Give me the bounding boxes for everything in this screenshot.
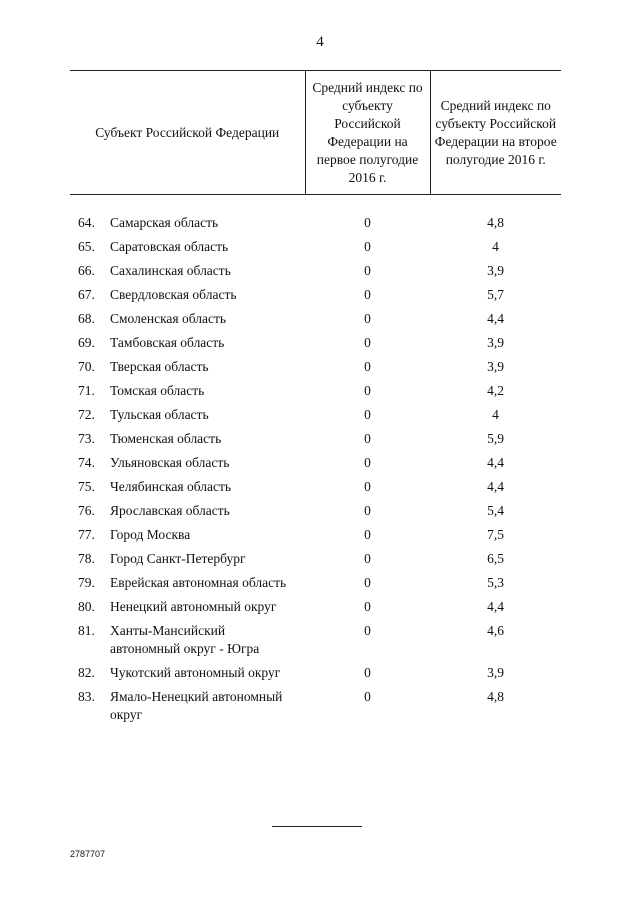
row-number: 68. — [78, 311, 95, 326]
table-row — [70, 595, 561, 619]
table-row — [70, 661, 561, 685]
subject-cell — [70, 685, 305, 727]
subject-cell — [70, 235, 305, 259]
table-row — [70, 331, 561, 355]
subject-cell — [70, 475, 305, 499]
first-half-index-value: 0 — [364, 599, 371, 614]
subject-cell — [70, 451, 305, 475]
first-half-index-value: 0 — [364, 503, 371, 518]
table-row — [70, 307, 561, 331]
subject-name: Свердловская область — [110, 287, 237, 302]
first-half-index-value: 0 — [364, 551, 371, 566]
table-header-row — [70, 71, 561, 195]
table-row — [70, 427, 561, 451]
subject-cell — [70, 307, 305, 331]
footer-divider — [272, 826, 362, 827]
second-half-index-value: 4,8 — [487, 215, 504, 230]
first-half-index-value: 0 — [364, 359, 371, 374]
row-number: 79. — [78, 575, 95, 590]
subject-cell — [70, 403, 305, 427]
row-number: 82. — [78, 665, 95, 680]
first-half-index-value: 0 — [364, 335, 371, 350]
table-spacer — [70, 195, 561, 212]
second-half-index-value: 4 — [492, 239, 499, 254]
second-half-index-value: 4,6 — [487, 623, 504, 638]
table-row — [70, 379, 561, 403]
subject-cell — [70, 499, 305, 523]
first-half-index-value: 0 — [364, 689, 371, 704]
table-row — [70, 355, 561, 379]
subject-cell — [70, 331, 305, 355]
table-row — [70, 619, 561, 661]
table-row — [70, 235, 561, 259]
table-row — [70, 499, 561, 523]
row-number: 80. — [78, 599, 95, 614]
table-row — [70, 547, 561, 571]
second-half-index-value: 5,3 — [487, 575, 504, 590]
table-row — [70, 523, 561, 547]
subject-name: Сахалинская область — [110, 263, 231, 278]
subject-cell — [70, 283, 305, 307]
subject-name: Саратовская область — [110, 239, 229, 254]
first-half-index-value: 0 — [364, 431, 371, 446]
second-half-index-value: 5,4 — [487, 503, 504, 518]
first-half-index-value: 0 — [364, 575, 371, 590]
second-half-index-value: 4 — [492, 407, 499, 422]
first-half-index-value: 0 — [364, 527, 371, 542]
row-number: 78. — [78, 551, 95, 566]
first-half-index-value: 0 — [364, 455, 371, 470]
row-number: 72. — [78, 407, 95, 422]
row-number: 66. — [78, 263, 95, 278]
first-half-index-value: 0 — [364, 239, 371, 254]
header-second-half-index: Средний индекс по субъекту Российской Федерации на второе полугодие 2016 г. — [430, 71, 561, 195]
row-number: 65. — [78, 239, 95, 254]
first-half-index-value: 0 — [364, 287, 371, 302]
subject-cell — [70, 661, 305, 685]
second-half-index-value: 4,4 — [487, 455, 504, 470]
first-half-index-value: 0 — [364, 479, 371, 494]
second-half-index-value: 3,9 — [487, 263, 504, 278]
subject-cell — [70, 547, 305, 571]
subject-name: Ненецкий автономный округ — [110, 599, 277, 614]
subject-name: Самарская область — [110, 215, 219, 230]
row-number: 81. — [78, 623, 95, 638]
second-half-index-value: 4,4 — [487, 311, 504, 326]
row-number: 69. — [78, 335, 95, 350]
subject-name: Томская область — [110, 383, 205, 398]
regional-index-table — [70, 70, 561, 727]
subject-name: Ульяновская область — [110, 455, 230, 470]
table-row — [70, 685, 561, 727]
subject-name: Тюменская область — [110, 431, 222, 446]
table-body — [70, 195, 561, 728]
subject-name: Челябинская область — [110, 479, 232, 494]
table-row — [70, 259, 561, 283]
subject-cell — [70, 619, 305, 661]
subject-name: Город Москва — [110, 527, 191, 542]
table-row — [70, 571, 561, 595]
first-half-index-value: 0 — [364, 407, 371, 422]
row-number: 83. — [78, 689, 95, 704]
table-row — [70, 451, 561, 475]
table-row — [70, 211, 561, 235]
subject-name: Ханты-Мансийский автономный округ - Югра — [110, 623, 260, 656]
first-half-index-value: 0 — [364, 383, 371, 398]
second-half-index-value: 3,9 — [487, 335, 504, 350]
row-number: 67. — [78, 287, 95, 302]
row-number: 73. — [78, 431, 95, 446]
row-number: 74. — [78, 455, 95, 470]
second-half-index-value: 6,5 — [487, 551, 504, 566]
subject-name: Еврейская автономная область — [110, 575, 287, 590]
subject-cell — [70, 571, 305, 595]
row-number: 77. — [78, 527, 95, 542]
subject-cell — [70, 355, 305, 379]
subject-cell — [70, 595, 305, 619]
second-half-index-value: 3,9 — [487, 359, 504, 374]
subject-name: Тамбовская область — [110, 335, 225, 350]
header-first-half-index: Средний индекс по субъекту Российской Федерации на первое полугодие 2016 г. — [305, 71, 430, 195]
header-subject: Субъект Российской Федерации — [70, 71, 305, 195]
document-id: 2787707 — [70, 849, 106, 859]
subject-name: Чукотский автономный округ — [110, 665, 281, 680]
subject-cell — [70, 379, 305, 403]
subject-cell — [70, 523, 305, 547]
subject-cell — [70, 211, 305, 235]
subject-cell — [70, 259, 305, 283]
first-half-index-value: 0 — [364, 623, 371, 638]
first-half-index-value: 0 — [364, 665, 371, 680]
second-half-index-value: 5,7 — [487, 287, 504, 302]
subject-name: Ярославская область — [110, 503, 230, 518]
row-number: 64. — [78, 215, 95, 230]
subject-name: Смоленская область — [110, 311, 227, 326]
first-half-index-value: 0 — [364, 263, 371, 278]
table-row — [70, 403, 561, 427]
second-half-index-value: 4,8 — [487, 689, 504, 704]
row-number: 76. — [78, 503, 95, 518]
page-number: 4 — [316, 34, 324, 50]
second-half-index-value: 4,2 — [487, 383, 504, 398]
subject-cell — [70, 427, 305, 451]
subject-name: Ямало-Ненецкий автономный округ — [110, 689, 283, 722]
first-half-index-value: 0 — [364, 311, 371, 326]
table-row — [70, 283, 561, 307]
subject-name: Тверская область — [110, 359, 209, 374]
second-half-index-value: 3,9 — [487, 665, 504, 680]
subject-name: Город Санкт-Петербург — [110, 551, 246, 566]
row-number: 70. — [78, 359, 95, 374]
second-half-index-value: 7,5 — [487, 527, 504, 542]
row-number: 71. — [78, 383, 95, 398]
row-number: 75. — [78, 479, 95, 494]
first-half-index-value: 0 — [364, 215, 371, 230]
table-row — [70, 475, 561, 499]
second-half-index-value: 4,4 — [487, 599, 504, 614]
second-half-index-value: 5,9 — [487, 431, 504, 446]
second-half-index-value: 4,4 — [487, 479, 504, 494]
subject-name: Тульская область — [110, 407, 209, 422]
